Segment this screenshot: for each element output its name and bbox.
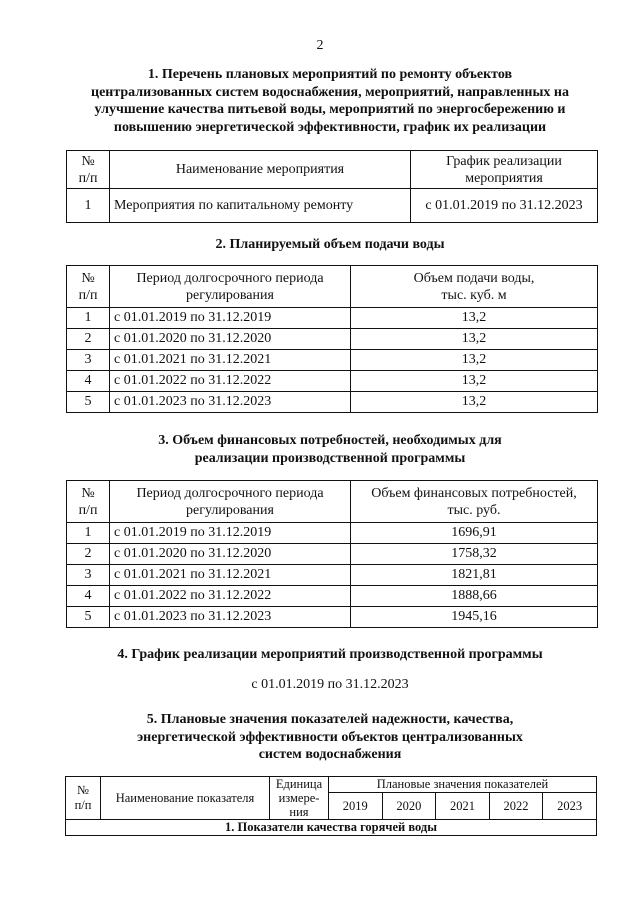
table-row [67, 350, 598, 371]
row-num: 5 [67, 607, 110, 628]
table-row [67, 565, 598, 586]
table-row [67, 329, 598, 350]
row-num: 3 [67, 350, 110, 371]
year-header: 2019 [329, 793, 383, 820]
header-text: регулирования [186, 287, 274, 303]
table-header-row [67, 481, 598, 523]
year-header: 2023 [543, 793, 597, 820]
section2-title: 2. Планируемый объем подачи воды [215, 237, 445, 252]
row-num: 2 [67, 544, 110, 565]
header-text: Объем подачи воды, [413, 270, 535, 286]
row-period: с 01.01.2021 по 31.12.2021 [110, 350, 351, 371]
planned-values-header: Плановые значения показателей [329, 777, 597, 793]
section5-table [65, 776, 597, 836]
section1-title [40, 66, 620, 136]
section4-title: 4. График реализации мероприятий производственной программы [117, 647, 543, 662]
row-num: 2 [67, 329, 110, 350]
page-number: 2 [316, 38, 324, 53]
subsection-row [66, 820, 597, 836]
num-header [67, 266, 110, 308]
row-period: с 01.01.2021 по 31.12.2021 [110, 565, 351, 586]
table-header-row [67, 266, 598, 308]
header-text: № [81, 270, 95, 286]
section5-title [40, 711, 620, 764]
row-value: 13,2 [351, 392, 598, 413]
section3-title-line: реализации производственной программы [194, 450, 466, 466]
header-text: № [81, 153, 95, 169]
section3-title [40, 432, 620, 467]
section1-title-line: улучшение качества питьевой воды, мероприятий по энергосбережению и [94, 102, 566, 117]
num-header [67, 151, 110, 189]
section3-title-line: 3. Объем финансовых потребностей, необходимых для [158, 433, 502, 448]
row-value: 13,2 [351, 371, 598, 392]
row-num: 3 [67, 565, 110, 586]
row-period: с 01.01.2023 по 31.12.2023 [110, 392, 351, 413]
section1-title-line: повышению энергетической эффективности, график их реализации [113, 119, 547, 135]
row-value: 1945,16 [351, 607, 598, 628]
header-text: ния [289, 805, 309, 819]
row-value: 1888,66 [351, 586, 598, 607]
row-num: 1 [67, 189, 110, 223]
year-header: 2021 [436, 793, 490, 820]
row-period: с 01.01.2023 по 31.12.2023 [110, 607, 351, 628]
header-text: тыс. куб. м [441, 287, 507, 303]
table-header-row [66, 777, 597, 793]
header-text: Единица [275, 777, 323, 791]
section4-period: с 01.01.2019 по 31.12.2023 [251, 677, 409, 692]
header-text: тыс. руб. [447, 502, 501, 518]
row-num: 5 [67, 392, 110, 413]
row-num: 4 [67, 371, 110, 392]
row-period: с 01.01.2020 по 31.12.2020 [110, 544, 351, 565]
row-name: Мероприятия по капитальному ремонту [110, 189, 411, 223]
subsection-title: 1. Показатели качества горячей воды [66, 820, 597, 836]
row-period: с 01.01.2020 по 31.12.2020 [110, 329, 351, 350]
header-text: Период долгосрочного периода [136, 485, 324, 501]
value-header [351, 266, 598, 308]
section1-title-line: 1. Перечень плановых мероприятий по ремонту объектов [147, 67, 513, 82]
table-row [67, 523, 598, 544]
row-value: 1696,91 [351, 523, 598, 544]
row-period: с 01.01.2022 по 31.12.2022 [110, 586, 351, 607]
table-row [67, 308, 598, 329]
table-row [67, 607, 598, 628]
period-header [110, 266, 351, 308]
header-text: регулирования [186, 502, 274, 518]
header-text: № [81, 485, 95, 501]
value-header [351, 481, 598, 523]
section5-title-line: энергетической эффективности объектов централизованных [137, 729, 523, 745]
header-text: п/п [78, 502, 98, 518]
table-row [67, 392, 598, 413]
row-period: с 01.01.2019 по 31.12.2019 [110, 523, 351, 544]
table-row [67, 189, 598, 223]
header-text: п/п [78, 170, 98, 186]
name-header: Наименование мероприятия [110, 151, 411, 189]
section1-table [66, 150, 598, 223]
unit-header [270, 777, 329, 820]
row-schedule: с 01.01.2019 по 31.12.2023 [411, 189, 598, 223]
table-row [67, 544, 598, 565]
indicator-name-header: Наименование показателя [101, 777, 270, 820]
schedule-header [411, 151, 598, 189]
row-value: 1758,32 [351, 544, 598, 565]
row-num: 1 [67, 308, 110, 329]
header-text: п/п [74, 798, 92, 812]
header-text: График реализации [446, 153, 562, 169]
row-num: 1 [67, 523, 110, 544]
section5-title-line: 5. Плановые значения показателей надежности, качества, [146, 712, 514, 727]
header-text: измере- [278, 791, 320, 805]
header-text: Объем финансовых потребностей, [371, 485, 577, 501]
row-period: с 01.01.2019 по 31.12.2019 [110, 308, 351, 329]
num-header [67, 481, 110, 523]
year-header: 2020 [382, 793, 436, 820]
row-value: 1821,81 [351, 565, 598, 586]
section2-table [66, 265, 598, 413]
row-period: с 01.01.2022 по 31.12.2022 [110, 371, 351, 392]
row-value: 13,2 [351, 329, 598, 350]
table-header-row [67, 151, 598, 189]
num-header [66, 777, 101, 820]
row-value: 13,2 [351, 308, 598, 329]
section1-title-line: централизованных систем водоснабжения, мероприятий, направленных на [91, 84, 569, 100]
year-header: 2022 [489, 793, 543, 820]
table-row [67, 371, 598, 392]
period-header [110, 481, 351, 523]
row-num: 4 [67, 586, 110, 607]
header-text: мероприятия [465, 170, 543, 186]
header-text: № [77, 783, 89, 797]
header-text: Период долгосрочного периода [136, 270, 324, 286]
section3-table [66, 480, 598, 628]
row-value: 13,2 [351, 350, 598, 371]
section5-title-line: систем водоснабжения [258, 747, 402, 762]
table-row [67, 586, 598, 607]
header-text: п/п [78, 287, 98, 303]
